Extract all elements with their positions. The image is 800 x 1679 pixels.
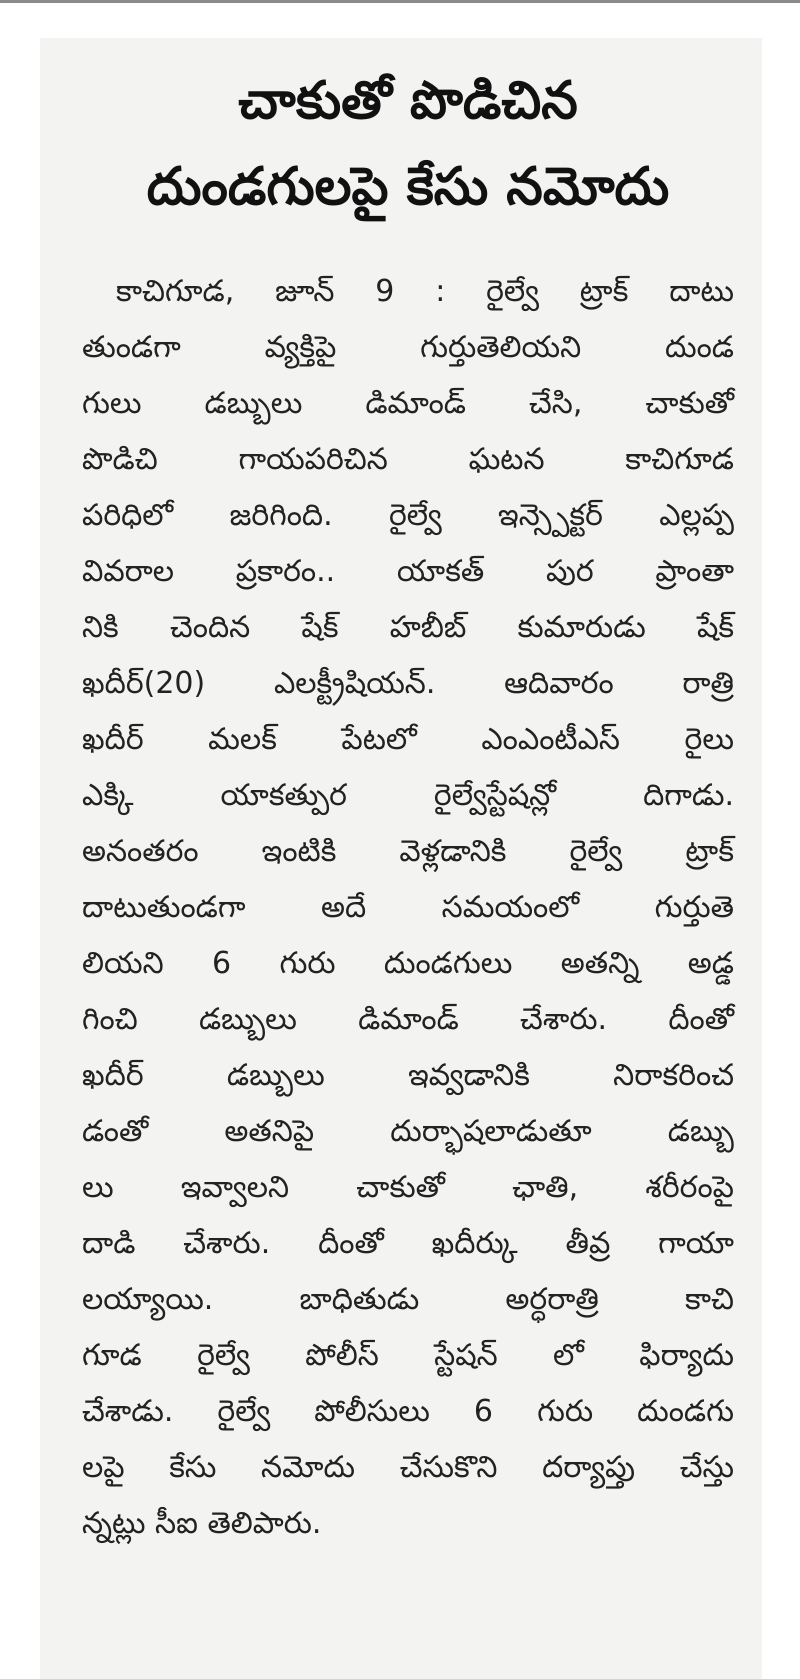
body-line: గులు డబ్బులు డిమాండ్ చేసి, చాకుతో	[82, 386, 734, 421]
news-clipping	[40, 38, 762, 1679]
body-line: లు ఇవ్వాలని చాకుతో ఛాతి, శరీరంపై	[82, 1170, 734, 1205]
body-line: ఖదీర్(20) ఎలక్ట్రీషియన్. ఆదివారం రాత్రి	[82, 666, 734, 701]
body-line: లయ్యాయి. బాధితుడు అర్ధరాత్రి కాచి	[82, 1282, 734, 1317]
body-line: వివరాల ప్రకారం.. యాకత్ పుర ప్రాంతా	[82, 554, 734, 589]
article-body	[82, 264, 734, 1552]
body-line: కాచిగూడ, జూన్ 9 : రైల్వే ట్రాక్ దాటు	[116, 274, 734, 309]
body-line: గూడ రైల్వే పోలీస్ స్టేషన్ లో ఫిర్యాదు	[82, 1338, 734, 1373]
body-line: ఖదీర్ డబ్బులు ఇవ్వడానికి నిరాకరించ	[82, 1058, 734, 1093]
top-divider	[0, 0, 800, 3]
body-line: డంతో అతనిపై దుర్భాషలాడుతూ డబ్బు	[82, 1114, 734, 1149]
body-line: చేశాడు. రైల్వే పోలీసులు 6 గురు దుండగు	[82, 1394, 734, 1429]
body-line: గించి డబ్బులు డిమాండ్ చేశారు. దీంతో	[82, 1002, 734, 1037]
body-line: ఎక్కి యాకత్పుర రైల్వేస్టేషన్లో దిగాడు.	[82, 778, 734, 813]
headline	[82, 58, 734, 230]
body-line: లపై కేసు నమోదు చేసుకొని దర్యాప్తు చేస్తు	[82, 1450, 734, 1485]
body-line: తుండగా వ్యక్తిపై గుర్తుతెలియని దుండ	[82, 330, 734, 365]
headline-line-1: చాకుతో పొడిచిన	[238, 71, 578, 131]
body-line: దాటుతుండగా అదే సమయంలో గుర్తుతె	[82, 890, 734, 925]
body-line: నికి చెందిన షేక్ హబీబ్ కుమారుడు షేక్	[82, 610, 734, 645]
body-line: న్నట్లు సీఐ తెలిపారు.	[82, 1506, 322, 1541]
body-line: పొడిచి గాయపరిచిన ఘటన కాచిగూడ	[82, 442, 734, 477]
body-line: అనంతరం ఇంటికి వెళ్లడానికి రైల్వే ట్రాక్	[82, 834, 734, 869]
body-line: దాడి చేశారు. దీంతో ఖదీర్కు తీవ్ర గాయా	[82, 1226, 734, 1261]
headline-line-2: దుండగులపై కేసు నమోదు	[146, 157, 670, 217]
body-line: లియని 6 గురు దుండగులు అతన్ని అడ్డ	[82, 946, 734, 981]
body-line: ఖదీర్ మలక్ పేటలో ఎంఎంటీఎస్ రైలు	[82, 722, 734, 757]
body-line: పరిధిలో జరిగింది. రైల్వే ఇన్స్పెక్టర్ ఎల్లప్ప	[82, 498, 734, 533]
